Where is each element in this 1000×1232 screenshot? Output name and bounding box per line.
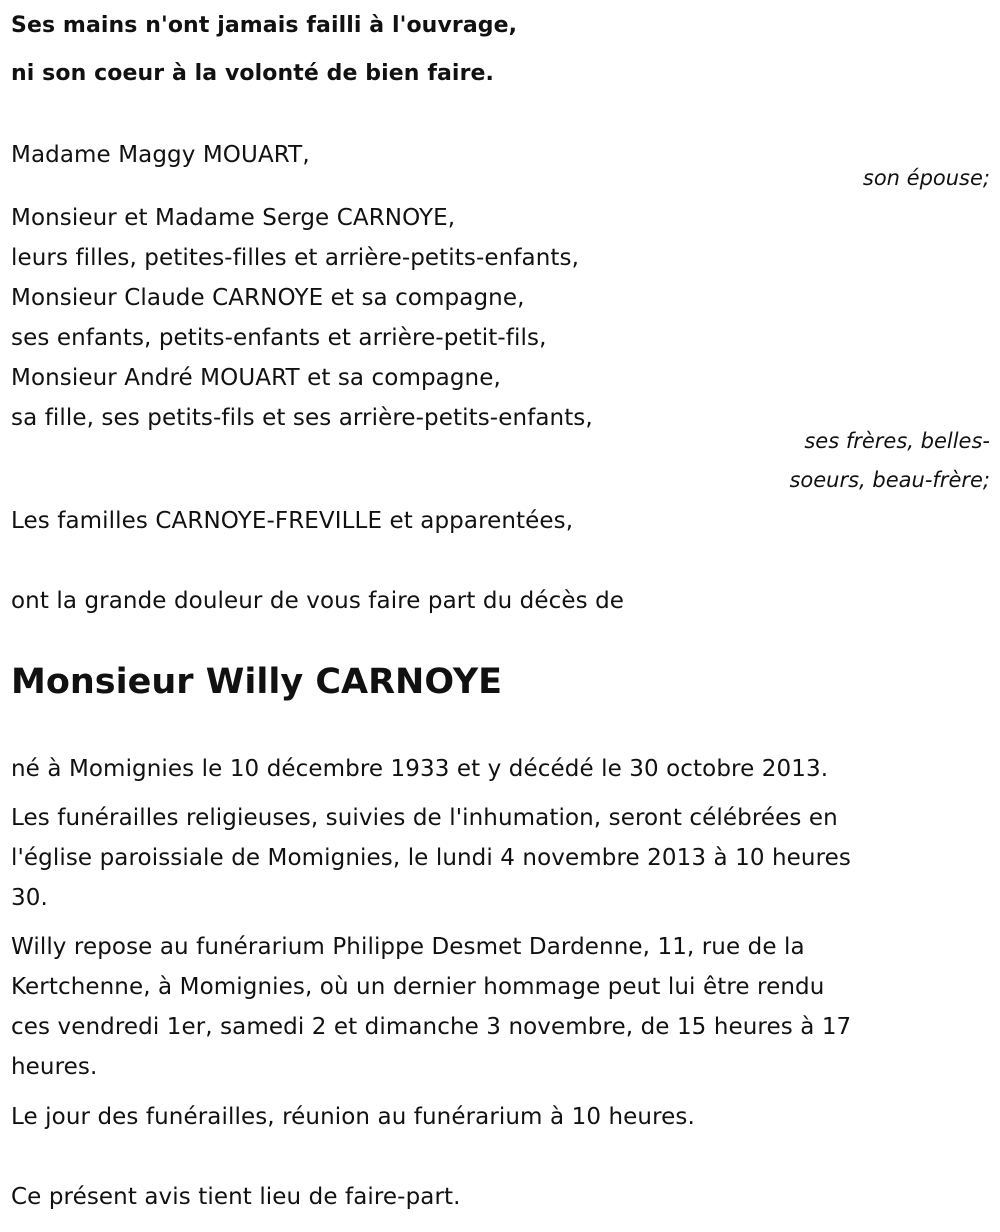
siblings-relation-line-1: ses frères, belles- — [804, 429, 990, 453]
spouse-relation: son épouse; — [862, 166, 990, 190]
gathering-line: Le jour des funérailles, réunion au funérarium à 10 heures. — [11, 1104, 695, 1130]
birth-death-line: né à Momignies le 10 décembre 1933 et y décédé le 30 octobre 2013. — [11, 756, 829, 782]
siblings-relation-line-2: soeurs, beau-frère; — [789, 468, 990, 492]
sibling-line-1: Monsieur et Madame Serge CARNOYE, — [11, 205, 456, 231]
sibling-line-4: ses enfants, petits-enfants et arrière-petit-fils, — [11, 325, 547, 351]
funeral-line-2: l'église paroissiale de Momignies, le lundi 4 novembre 2013 à 10 heures — [11, 845, 851, 871]
epigraph-line-2: ni son coeur à la volonté de bien faire. — [11, 61, 495, 86]
spouse-name: Madame Maggy MOUART, — [11, 142, 310, 168]
announcement-line: ont la grande douleur de vous faire part du décès de — [11, 588, 625, 614]
repose-line-4: heures. — [11, 1054, 98, 1080]
sibling-line-6: sa fille, ses petits-fils et ses arrière-petits-enfants, — [11, 405, 593, 431]
closing-line: Ce présent avis tient lieu de faire-part. — [11, 1184, 461, 1210]
repose-line-1: Willy repose au funérarium Philippe Desmet Dardenne, 11, rue de la — [11, 934, 805, 960]
sibling-line-2: leurs filles, petites-filles et arrière-petits-enfants, — [11, 245, 579, 271]
repose-line-3: ces vendredi 1er, samedi 2 et dimanche 3 novembre, de 15 heures à 17 — [11, 1014, 852, 1040]
families-line: Les familles CARNOYE-FREVILLE et apparentées, — [11, 508, 574, 534]
funeral-line-3: 30. — [11, 885, 48, 911]
sibling-line-3: Monsieur Claude CARNOYE et sa compagne, — [11, 285, 525, 311]
funeral-line-1: Les funérailles religieuses, suivies de l'inhumation, seront célébrées en — [11, 805, 838, 831]
sibling-line-5: Monsieur André MOUART et sa compagne, — [11, 365, 501, 391]
deceased-name: Monsieur Willy CARNOYE — [11, 662, 503, 702]
epigraph-line-1: Ses mains n'ont jamais failli à l'ouvrage, — [11, 13, 518, 38]
repose-line-2: Kertchenne, à Momignies, où un dernier hommage peut lui être rendu — [11, 974, 825, 1000]
